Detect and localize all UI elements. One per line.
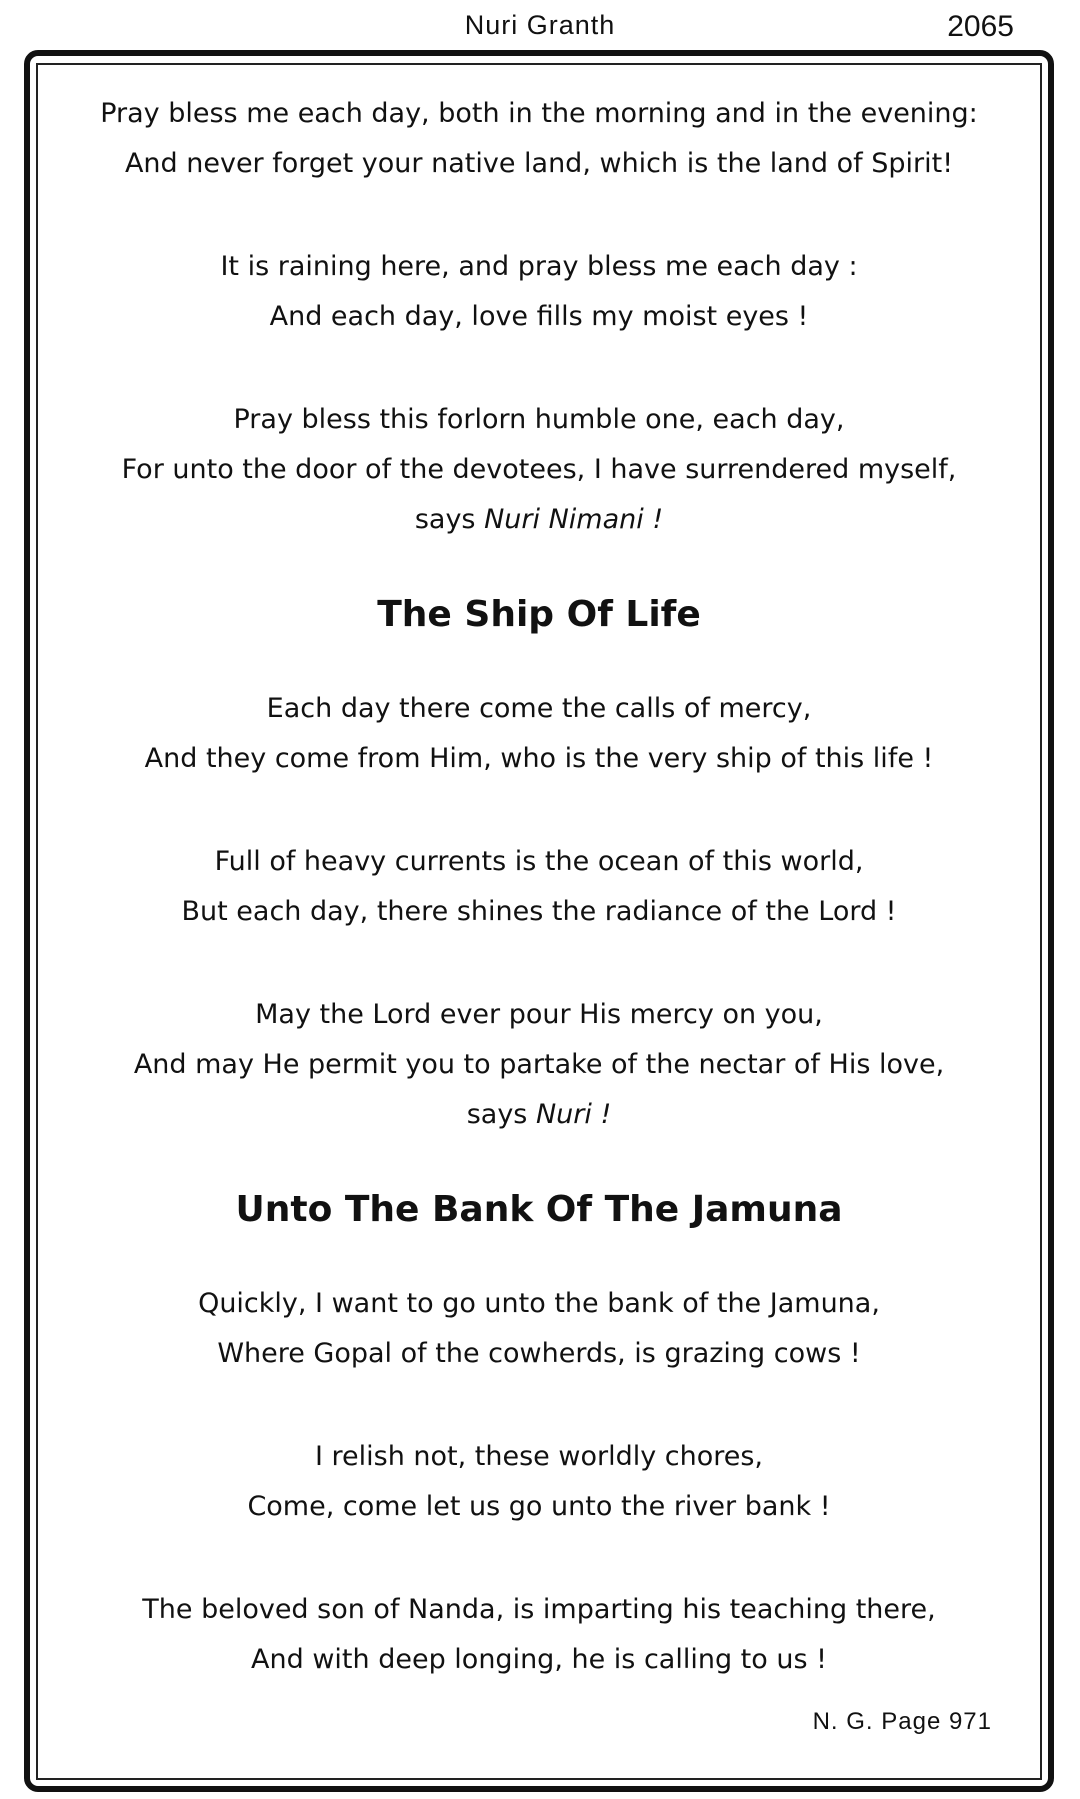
verse-line: And each day, love fills my moist eyes ! xyxy=(269,301,809,332)
verse-line: May the Lord ever pour His mercy on you, xyxy=(255,999,823,1030)
verse-line: And they come from Him, who is the very ship of this life ! xyxy=(144,743,934,774)
verse-line: But each day, there shines the radiance of the Lord ! xyxy=(181,896,897,927)
attribution-prefix: says xyxy=(414,504,485,535)
poem1-stanza-2 xyxy=(36,242,1042,342)
poem-title: The Ship Of Life xyxy=(377,594,701,635)
attribution-prefix: says xyxy=(466,1099,536,1130)
attribution-name: Nuri ! xyxy=(535,1099,612,1130)
verse-line: The beloved son of Nanda, is imparting his teaching there, xyxy=(142,1594,936,1625)
page-reference: N. G. Page 971 xyxy=(812,1708,992,1735)
book-title: Nuri Granth xyxy=(464,10,616,40)
poem2-stanza-1 xyxy=(36,684,1042,784)
verse-line: Come, come let us go unto the river bank ! xyxy=(247,1491,831,1522)
poem1-stanza-1 xyxy=(36,89,1042,189)
poem-title: Unto The Bank Of The Jamuna xyxy=(235,1189,843,1230)
attribution-name: Nuri Nimani ! xyxy=(484,504,664,535)
poem3-stanza-1 xyxy=(36,1279,1042,1379)
page-content xyxy=(36,63,1042,1738)
verse-line: Full of heavy currents is the ocean of this world, xyxy=(214,846,864,877)
verse-line: It is raining here, and pray bless me each day : xyxy=(220,251,858,282)
verse-line: And may He permit you to partake of the nectar of His love, xyxy=(133,1049,945,1080)
page-number: 2065 xyxy=(947,10,1014,43)
attribution-line xyxy=(36,495,1042,545)
poem2-stanza-2 xyxy=(36,837,1042,937)
attribution-line xyxy=(36,1090,1042,1140)
verse-line: Pray bless this forlorn humble one, each day, xyxy=(233,404,845,435)
verse-line: Each day there come the calls of mercy, xyxy=(266,693,812,724)
poem2-stanza-3 xyxy=(36,990,1042,1140)
verse-line: And never forget your native land, which is the land of Spirit! xyxy=(124,148,954,179)
poem1-stanza-3 xyxy=(36,395,1042,545)
verse-line: Where Gopal of the cowherds, is grazing cows ! xyxy=(217,1338,861,1369)
verse-line: And with deep longing, he is calling to us ! xyxy=(251,1644,827,1675)
verse-line: Pray bless me each day, both in the morning and in the evening: xyxy=(100,98,978,129)
running-head xyxy=(0,10,1080,46)
verse-line: Quickly, I want to go unto the bank of the Jamuna, xyxy=(198,1288,880,1319)
poem3-stanza-3 xyxy=(36,1585,1042,1685)
verse-line: I relish not, these worldly chores, xyxy=(314,1441,764,1472)
verse-line: For unto the door of the devotees, I have surrendered myself, xyxy=(121,454,957,485)
poem3-stanza-2 xyxy=(36,1432,1042,1532)
